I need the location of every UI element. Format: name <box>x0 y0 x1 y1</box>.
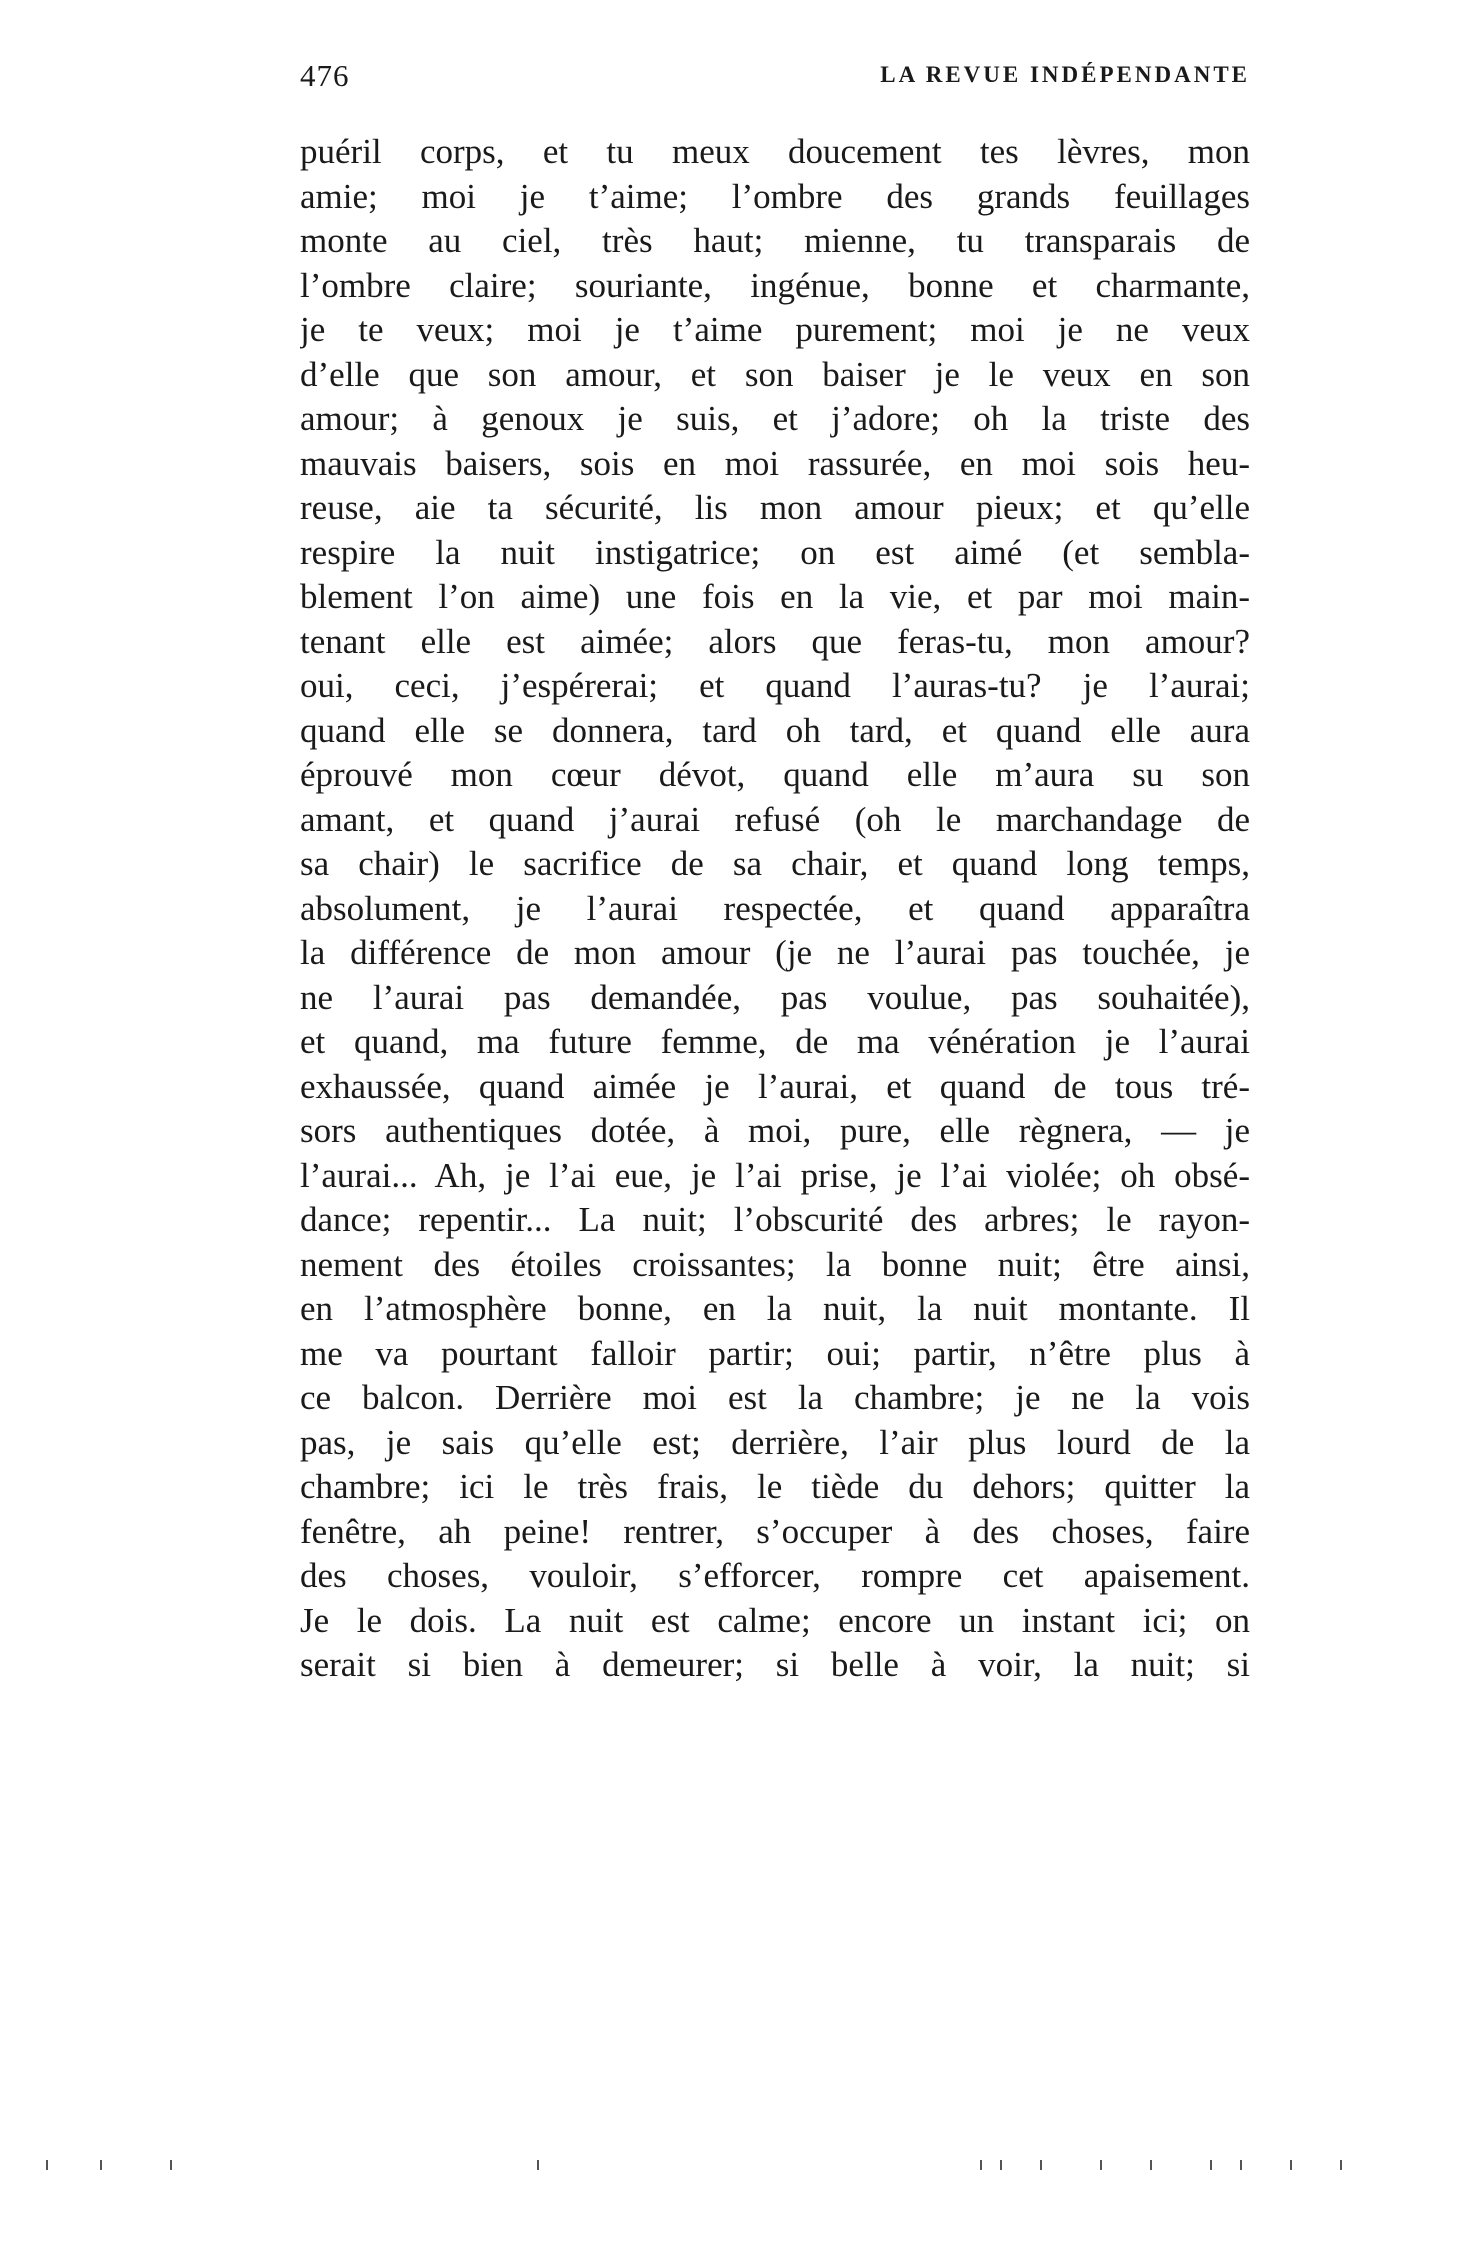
running-head: LA REVUE INDÉPENDANTE <box>880 62 1250 87</box>
text-line: ne l’aurai pas demandée, pas voulue, pas souhaitée), <box>300 977 1250 1017</box>
text-line: me va pourtant falloir partir; oui; partir, n’être plus à <box>300 1333 1250 1373</box>
text-line: ce balcon. Derrière moi est la chambre; je ne la vois <box>300 1378 1250 1417</box>
text-line: l’aurai... Ah, je l’ai eue, je l’ai prise, je l’ai violée; oh obsé- <box>300 1155 1250 1195</box>
scan-mark <box>1290 2160 1292 2170</box>
text-line: dance; repentir... La nuit; l’obscurité des arbres; le rayon- <box>300 1200 1250 1239</box>
text-line: l’ombre claire; souriante, ingénue, bonne et charmante, <box>300 265 1250 305</box>
text-line: quand elle se donnera, tard oh tard, et quand elle aura <box>300 710 1250 750</box>
text-line: tenant elle est aimée; alors que feras-tu, mon amour? <box>300 621 1250 661</box>
text-line: chambre; ici le très frais, le tiède du dehors; quitter la <box>300 1467 1250 1506</box>
text-line: absolument, je l’aurai respectée, et quand apparaîtra <box>300 888 1250 928</box>
scan-mark <box>537 2160 539 2170</box>
scan-mark <box>46 2160 48 2170</box>
text-line: pas, je sais qu’elle est; derrière, l’air plus lourd de la <box>300 1422 1250 1462</box>
text-line: des choses, vouloir, s’efforcer, rompre cet apaisement. <box>300 1556 1250 1595</box>
text-line: d’elle que son amour, et son baiser je le veux en son <box>300 354 1250 394</box>
text-line: mauvais baisers, sois en moi rassurée, en moi sois heu- <box>300 443 1250 483</box>
text-line: reuse, aie ta sécurité, lis mon amour pieux; et qu’elle <box>300 488 1250 527</box>
text-line: fenêtre, ah peine! rentrer, s’occuper à des choses, faire <box>300 1511 1250 1551</box>
scan-mark <box>1240 2160 1242 2170</box>
page-header <box>300 58 1250 98</box>
scan-mark <box>1210 2160 1212 2170</box>
text-line: serait si bien à demeurer; si belle à voir, la nuit; si <box>300 1645 1250 1684</box>
text-line: la différence de mon amour (je ne l’aurai pas touchée, je <box>300 933 1250 972</box>
scan-mark <box>1340 2160 1342 2170</box>
scan-mark <box>170 2160 172 2170</box>
text-line: puéril corps, et tu meux doucement tes lèvres, mon <box>300 132 1250 171</box>
text-line: et quand, ma future femme, de ma vénération je l’aurai <box>300 1022 1250 1061</box>
text-line: Je le dois. La nuit est calme; encore un instant ici; on <box>300 1600 1250 1640</box>
text-line: amant, et quand j’aurai refusé (oh le marchandage de <box>300 799 1250 839</box>
text-line: sors authentiques dotée, à moi, pure, elle règnera, — je <box>300 1111 1250 1150</box>
text-line: éprouvé mon cœur dévot, quand elle m’aura su son <box>300 755 1250 794</box>
text-line: respire la nuit instigatrice; on est aimé (et sembla- <box>300 532 1250 572</box>
scan-mark <box>1100 2160 1102 2170</box>
text-line: blement l’on aime) une fois en la vie, et par moi main- <box>300 577 1250 616</box>
scan-mark <box>980 2160 982 2170</box>
text-line: amour; à genoux je suis, et j’adore; oh la triste des <box>300 399 1250 438</box>
text-line: monte au ciel, très haut; mienne, tu transparais de <box>300 221 1250 260</box>
text-line: amie; moi je t’aime; l’ombre des grands feuillages <box>300 176 1250 216</box>
scan-mark <box>1150 2160 1152 2170</box>
scan-edge-marks <box>40 2160 1440 2180</box>
text-line: je te veux; moi je t’aime purement; moi je ne veux <box>300 310 1250 349</box>
scan-mark <box>1000 2160 1002 2170</box>
text-line: en l’atmosphère bonne, en la nuit, la nuit montante. Il <box>300 1289 1250 1328</box>
text-line: exhaussée, quand aimée je l’aurai, et quand de tous tré- <box>300 1066 1250 1106</box>
body-text <box>300 130 1250 1688</box>
scan-mark <box>100 2160 102 2170</box>
text-line: oui, ceci, j’espérerai; et quand l’auras-tu? je l’aurai; <box>300 666 1250 705</box>
scan-mark <box>1040 2160 1042 2170</box>
text-line: nement des étoiles croissantes; la bonne nuit; être ainsi, <box>300 1244 1250 1284</box>
text-line: sa chair) le sacrifice de sa chair, et quand long temps, <box>300 844 1250 883</box>
page-number: 476 <box>300 58 350 93</box>
